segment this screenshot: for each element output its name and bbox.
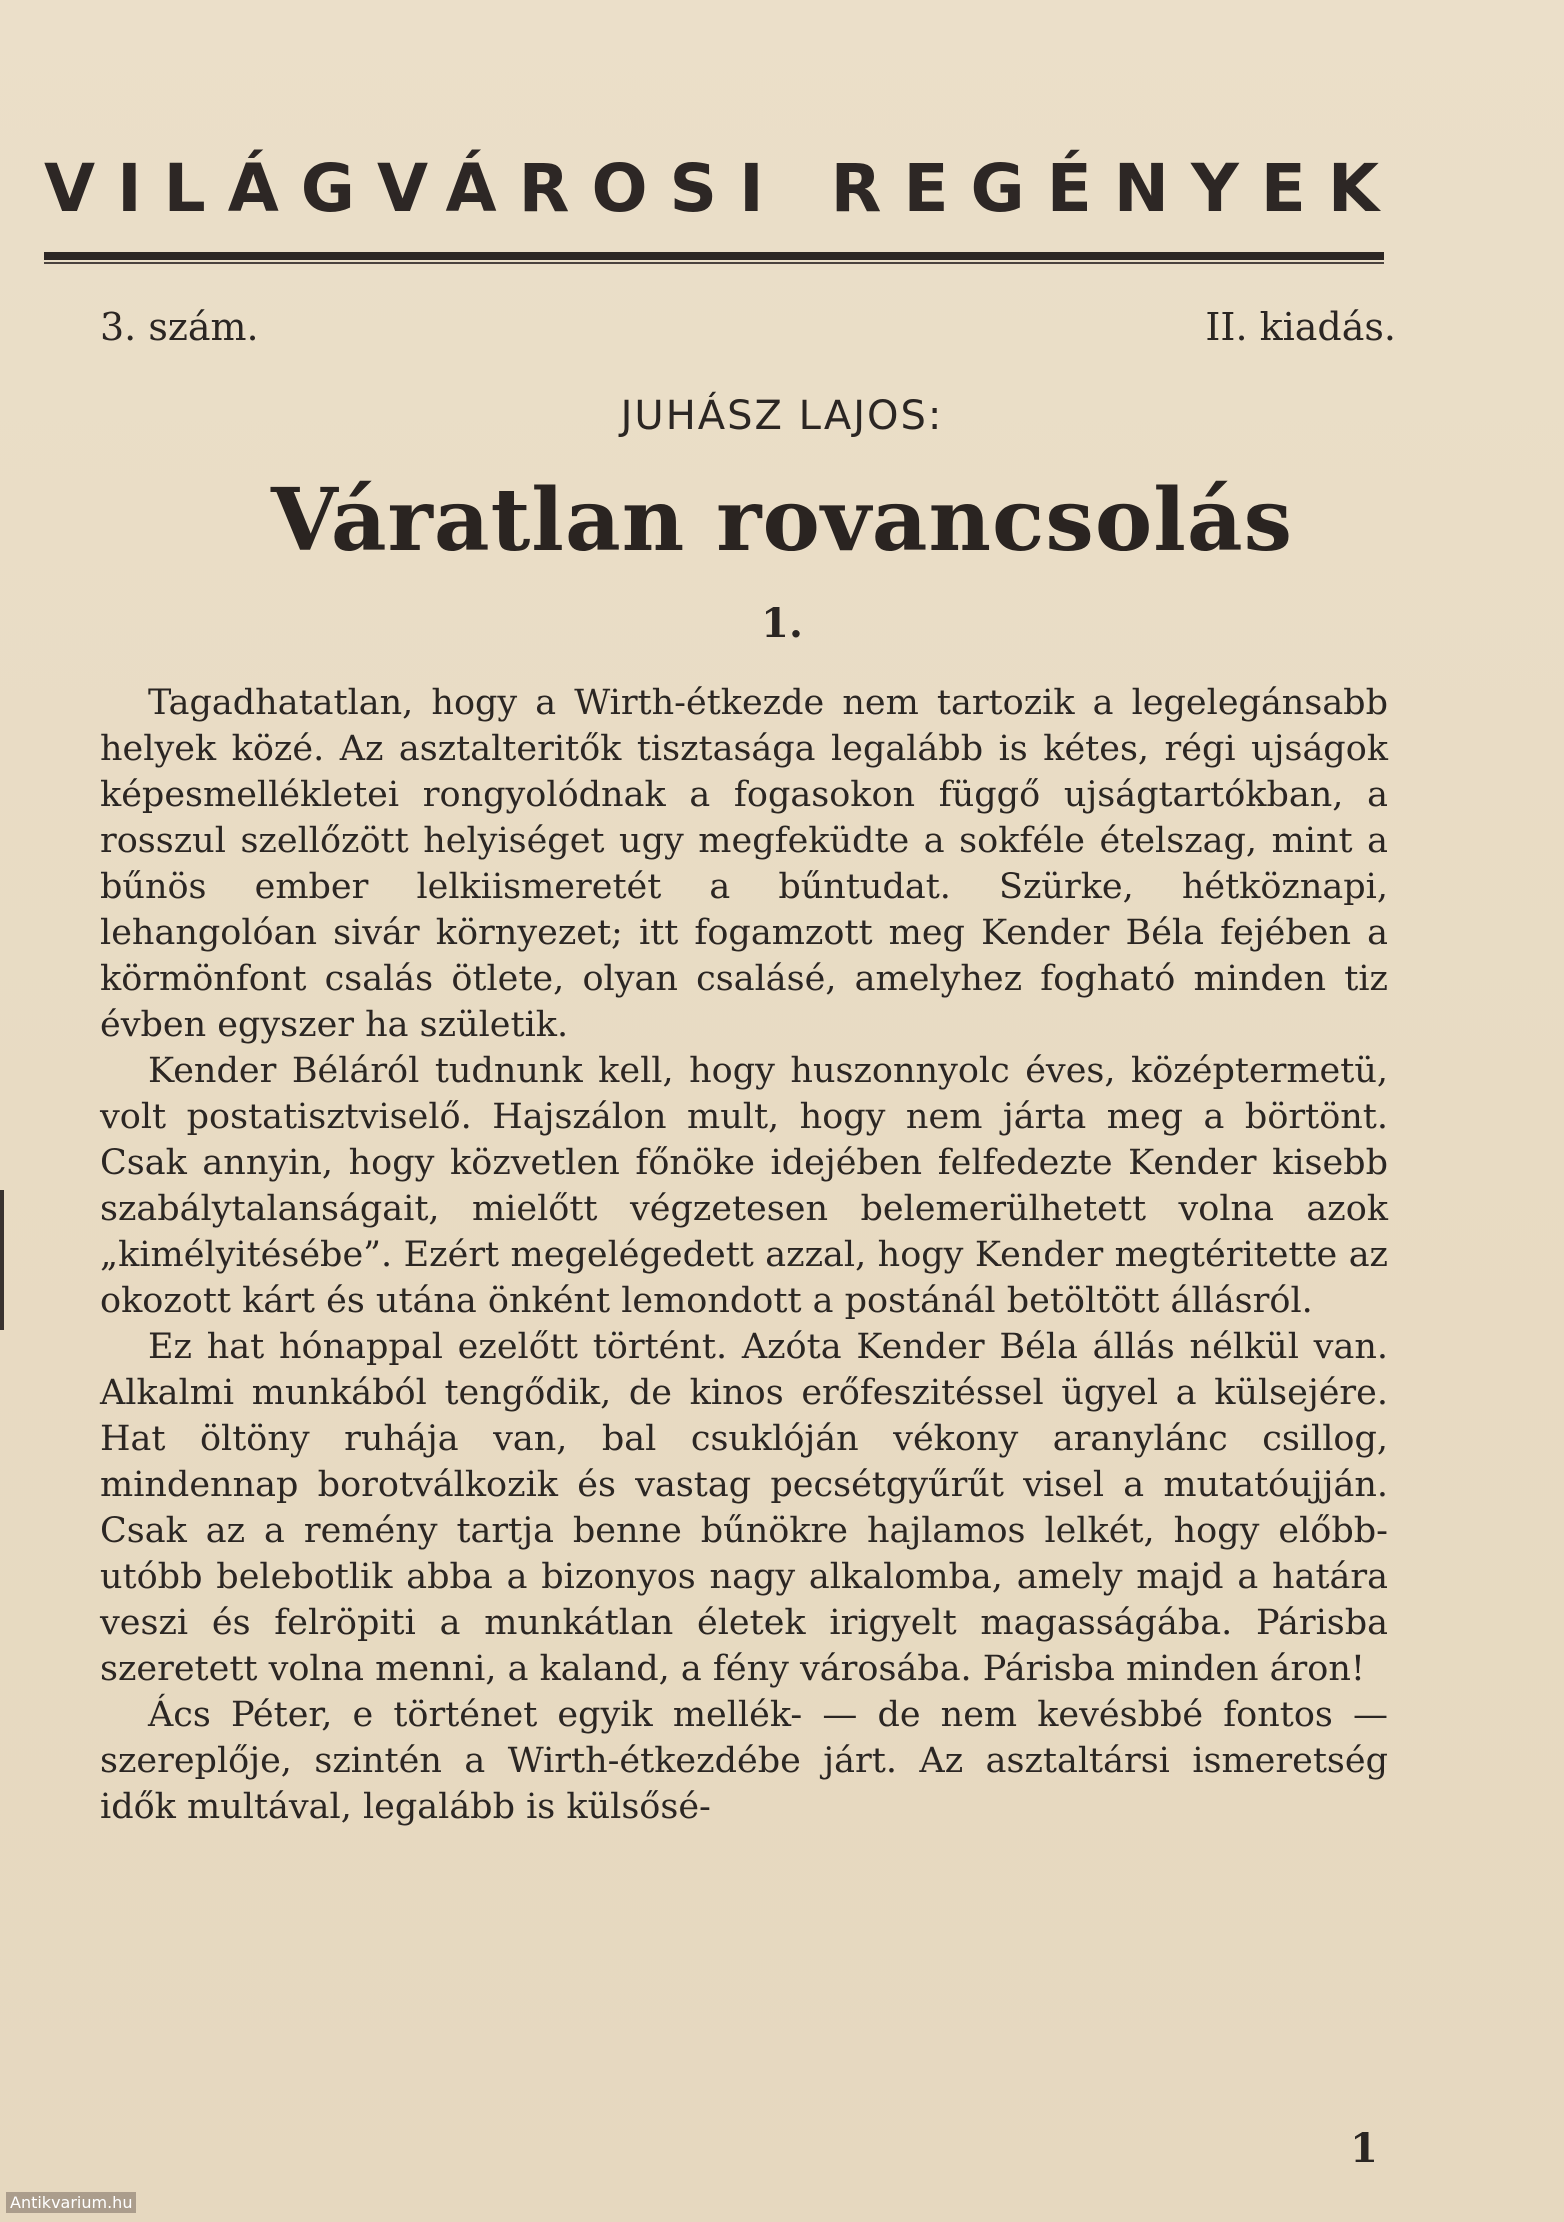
paragraph: Ács Péter, e történet egyik mellék- — de nem kevésbbé fontos — szereplője, szintén a Wirth-étkezdébe járt. Az asztaltársi ismeretség idők multával, legalább is külsősé- [100, 1695, 1388, 1827]
paragraph: Kender Béláról tudnunk kell, hogy huszonnyolc éves, középtermetü, volt postatisztviselő. Hajszálon mult, hogy nem járta meg a börtönt. Csak annyin, hogy közvetlen főnöke idejében felfedezte Kender kisebb szabálytalanságait, mielőtt végzetesen belemerülhetett volna azok „kimélyitésébe”. Ezért megelégedett azzal, hogy Kender megtéritette az okozott kárt és utána önként lemondott a postánál betöltött állásról. [100, 1051, 1388, 1321]
paragraph: Ez hat hónappal ezelőtt történt. Azóta Kender Béla állás nélkül van. Alkalmi munkából tengődik, de kinos erőfeszitéssel ügyel a külsejére. Hat öltöny ruhája van, bal csuklóján vékony aranylánc csillog, mindennap borotválkozik és vastag pecsétgyűrűt visel a mutatóujján. Csak az a remény tartja benne bűnökre hajlamos lelkét, hogy előbb-utóbb belebotlik abba a bizonyos nagy alkalomba, amely majd a határa veszi és felröpiti a munkátlan életek irigyelt magasságába. Párisba szeretett volna menni, a kaland, a fény városába. Párisba minden áron! [100, 1327, 1388, 1689]
issue-number: 3. szám. [100, 305, 259, 349]
watermark-label: Antikvarium.hu [6, 2192, 136, 2213]
series-rule [44, 252, 1384, 260]
page-number: 1 [1350, 2125, 1378, 2172]
author-name: JUHÁSZ LAJOS: [620, 393, 944, 439]
series-title: VILÁGVÁROSI REGÉNYEK [44, 150, 1402, 227]
paragraph: Tagadhatatlan, hogy a Wirth-étkezde nem tartozik a legelegánsabb helyek közé. Az asztalteritők tisztasága legalább is kétes, régi ujságok képesmellékletei rongyolódnak a fogasokon függő ujságtartókban, a rosszul szellőzött helyiséget ugy megfeküdte a sokféle ételszag, mint a bűnös ember lelkiismeretét a bűntudat. Szürke, hétköznapi, lehangolóan sivár környezet; itt fogamzott meg Kender Béla fejében a körmönfont csalás ötlete, olyan csalásé, amelyhez fogható minden tiz évben egyszer ha születik. [100, 683, 1388, 1045]
page-edge-mark [0, 1190, 4, 1330]
series-rule-thin [44, 262, 1384, 264]
body-text [100, 680, 1388, 1830]
chapter-number: 1. [761, 600, 803, 647]
edition-label: II. kiadás. [1205, 305, 1396, 349]
story-title: Váratlan rovancsolás [270, 470, 1294, 571]
